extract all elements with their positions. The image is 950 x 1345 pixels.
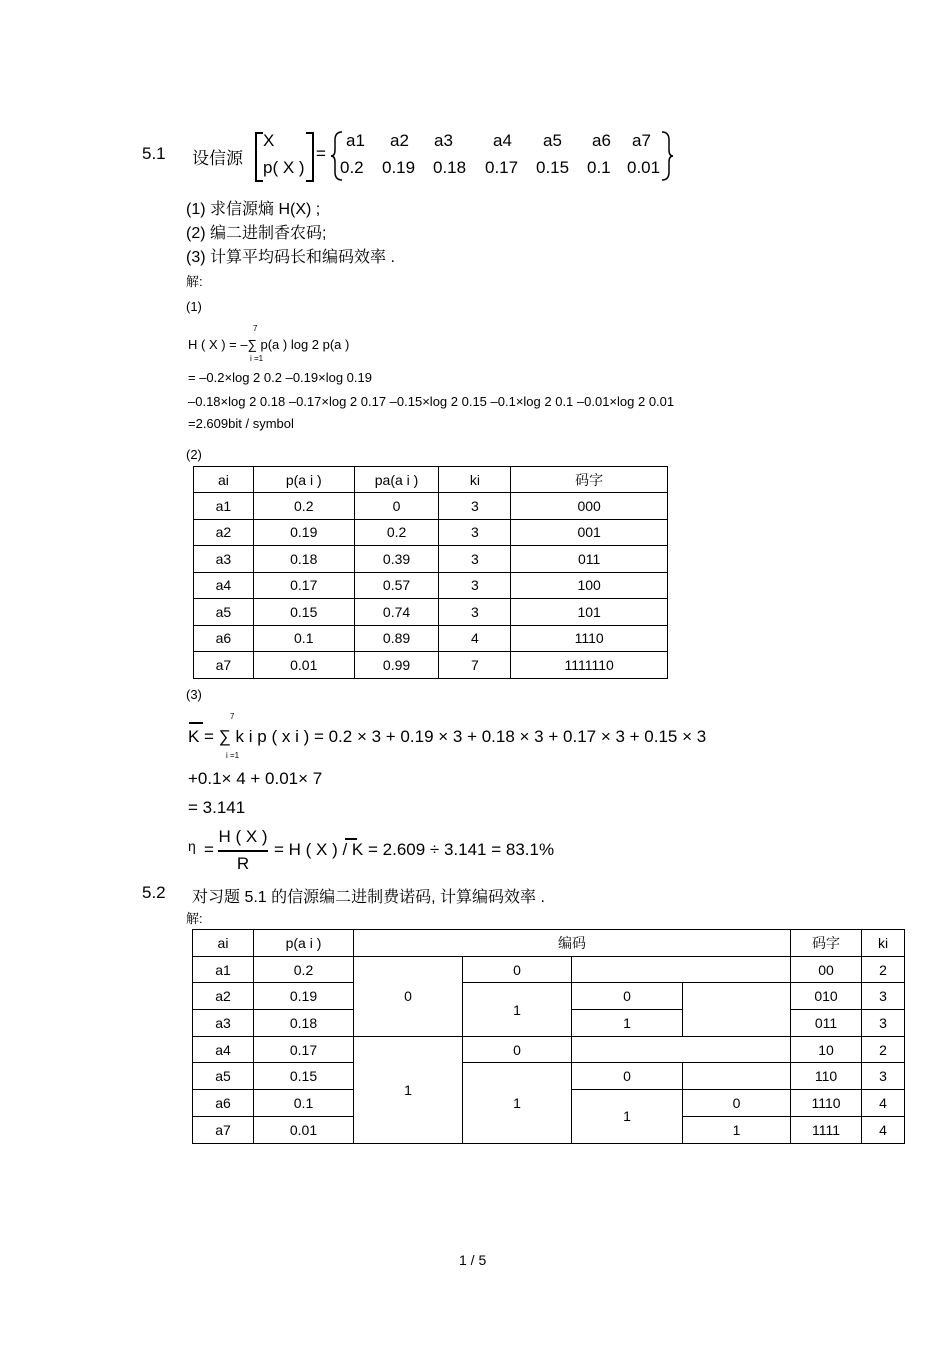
source-symbol: a4 (493, 131, 512, 150)
avg-length-line-2: +0.1× 4 + 0.01× 7 (188, 769, 323, 788)
source-probability: 0.17 (485, 158, 519, 177)
source-probability: 0.18 (433, 158, 467, 177)
source-probability: 0.1 (587, 158, 611, 177)
table-cell: 7 (439, 652, 511, 679)
table-cell: 3 (439, 546, 511, 573)
source-symbol: a3 (434, 131, 453, 150)
source-probability: 0.01 (627, 158, 661, 177)
table-cell: 0 (354, 493, 439, 520)
table-header-cell: ai (194, 467, 254, 493)
table-header-cell: pa(a i ) (354, 467, 439, 493)
table-header-cell: ki (439, 467, 511, 493)
source-symbol: a7 (632, 131, 651, 150)
table-cell: 0.19 (254, 983, 354, 1010)
table-cell: 100 (511, 572, 668, 599)
sum-lower: i =1 (250, 354, 264, 363)
table-header-cell: p(a i ) (253, 467, 354, 493)
problem-lead: 设信源 (192, 149, 243, 168)
table-cell: 3 (439, 572, 511, 599)
table-cell: 011 (511, 546, 668, 573)
source-prob: p( X ) (263, 158, 305, 177)
table-header-cell: ki (862, 930, 905, 957)
table-cell: 0.1 (253, 625, 354, 652)
eta-result: = H ( X ) / K = 2.609 ÷ 3.141 = 83.1% (274, 840, 555, 859)
table-cell: a7 (194, 652, 254, 679)
question-3: (3) 计算平均码长和编码效率 . (186, 249, 395, 266)
question-2: (2) 编二进制香农码; (186, 225, 327, 242)
table-cell: a1 (194, 493, 254, 520)
eta-denominator: R (236, 854, 250, 873)
table-header-cell: 编码 (354, 930, 791, 957)
codeword: 1111 (791, 1116, 862, 1143)
table-cell: 0.17 (254, 1036, 354, 1063)
page-footer: 1 / 5 (459, 1252, 487, 1268)
table-cell: 0.2 (354, 519, 439, 546)
problem-text-2: 对习题 5.1 的信源编二进制费诺码, 计算编码效率 . (192, 889, 545, 906)
table-cell: 001 (511, 519, 668, 546)
source-probability: 0.19 (382, 158, 416, 177)
table-row (194, 519, 668, 546)
table-cell: 0.15 (254, 1063, 354, 1090)
table-header-row (194, 467, 668, 493)
table-row (193, 1063, 905, 1090)
table-cell: 0.18 (254, 1010, 354, 1037)
code-length: 3 (862, 983, 905, 1010)
entropy-line-1: H ( X ) = –∑ p(a ) log 2 p(a ) (188, 337, 350, 352)
table-cell: 0.57 (354, 572, 439, 599)
table-header-cell: 码字 (511, 467, 668, 493)
level-4-code: 1 (683, 1116, 791, 1143)
table-cell: 0.15 (253, 599, 354, 626)
entropy-result: =2.609bit / symbol (188, 416, 294, 431)
table-cell: 000 (511, 493, 668, 520)
eta-numerator: H ( X ) (218, 827, 268, 846)
table-row (194, 493, 668, 520)
equals-sign: = (316, 144, 326, 163)
level-2-code: 1 (463, 983, 572, 1036)
entropy-line-3: –0.18×log 2 0.18 –0.17×log 2 0.17 –0.15×log 2 0.15 –0.1×log 2 0.1 –0.01×log 2 0.01 (188, 394, 675, 409)
problem-number: 5.1 (142, 144, 166, 163)
source-symbol: a1 (346, 131, 365, 150)
left-bracket-open (255, 132, 263, 182)
codeword: 00 (791, 956, 862, 983)
empty-cell (572, 1036, 791, 1063)
empty-cell (683, 983, 791, 1036)
problem-number-2: 5.2 (142, 883, 166, 902)
probability-row (340, 158, 670, 180)
level-2-code: 1 (463, 1063, 572, 1143)
table-cell: a2 (193, 983, 254, 1010)
source-symbol: a6 (592, 131, 611, 150)
eta-equals: = (204, 840, 214, 859)
code-length: 4 (862, 1116, 905, 1143)
code-length: 3 (862, 1010, 905, 1037)
source-symbol: a2 (390, 131, 409, 150)
table-header-cell: ai (193, 930, 254, 957)
level-2-code: 0 (463, 956, 572, 983)
table-cell: 0.2 (254, 956, 354, 983)
table-cell: 0.01 (254, 1116, 354, 1143)
solution-label-2: 解: (186, 911, 203, 926)
codeword: 10 (791, 1036, 862, 1063)
table-cell: 0.19 (253, 519, 354, 546)
kbar-1 (189, 722, 203, 724)
level-4-code: 0 (683, 1090, 791, 1117)
left-bracket-close (306, 132, 314, 182)
table-row (194, 572, 668, 599)
code-length: 3 (862, 1063, 905, 1090)
level-3-code: 1 (572, 1010, 683, 1037)
source-probability: 0.2 (340, 158, 364, 177)
table-cell: 1111110 (511, 652, 668, 679)
fano-code-table (192, 929, 905, 1144)
code-length: 2 (862, 956, 905, 983)
avg-length-line-1: K = ∑ k i p ( x i ) = 0.2 × 3 + 0.19 × 3 + 0.18 × 3 + 0.17 × 3 + 0.15 × 3 (188, 727, 707, 746)
table-cell: 0.99 (354, 652, 439, 679)
code-length: 4 (862, 1090, 905, 1117)
table-cell: 3 (439, 519, 511, 546)
level-2-code: 0 (463, 1036, 572, 1063)
ksum-lower: i =1 (226, 751, 240, 760)
solution-label: 解: (186, 274, 203, 289)
table-cell: a6 (193, 1090, 254, 1117)
part-1-label: (1) (186, 299, 202, 314)
table-cell: 0.18 (253, 546, 354, 573)
table-cell: 0.1 (254, 1090, 354, 1117)
level-1-code: 0 (354, 956, 463, 1036)
codeword: 011 (791, 1010, 862, 1037)
eta-symbol: η (188, 838, 196, 854)
table-cell: a3 (193, 1010, 254, 1037)
table-row (194, 546, 668, 573)
table-cell: a5 (194, 599, 254, 626)
table-header-cell: p(a i ) (254, 930, 354, 957)
table-cell: a1 (193, 956, 254, 983)
shannon-code-table (193, 466, 668, 679)
level-3-code: 0 (572, 1063, 683, 1090)
table-cell: 0.2 (253, 493, 354, 520)
symbol-row (340, 131, 670, 153)
code-length: 2 (862, 1036, 905, 1063)
codeword: 1110 (791, 1090, 862, 1117)
entropy-line-2: = –0.2×log 2 0.2 –0.19×log 0.19 (188, 370, 372, 385)
table-cell: 3 (439, 493, 511, 520)
table-header-cell: 码字 (791, 930, 862, 957)
avg-length-result: = 3.141 (188, 798, 246, 817)
part-3-label: (3) (186, 687, 202, 702)
empty-cell (572, 956, 791, 983)
table-row (193, 983, 905, 1010)
table-cell: 0.17 (253, 572, 354, 599)
sum-upper: 7 (253, 324, 258, 333)
table-row (193, 1036, 905, 1063)
table-cell: 0.89 (354, 625, 439, 652)
ksum-upper: 7 (230, 712, 235, 721)
table-cell: 4 (439, 625, 511, 652)
level-3-code: 0 (572, 983, 683, 1010)
table-cell: a6 (194, 625, 254, 652)
table-row (193, 956, 905, 983)
table-cell: 1110 (511, 625, 668, 652)
part-2-label: (2) (186, 447, 202, 462)
source-symbol: a5 (543, 131, 562, 150)
table-cell: a4 (193, 1036, 254, 1063)
table-row (194, 652, 668, 679)
table-cell: a7 (193, 1116, 254, 1143)
table-cell: 0.01 (253, 652, 354, 679)
table-cell: 0.39 (354, 546, 439, 573)
question-1: (1) 求信源熵 H(X) ; (186, 201, 321, 218)
table-cell: a4 (194, 572, 254, 599)
level-1-code: 1 (354, 1036, 463, 1143)
codeword: 010 (791, 983, 862, 1010)
table-header-row (193, 930, 905, 957)
codeword: 110 (791, 1063, 862, 1090)
table-cell: 3 (439, 599, 511, 626)
table-cell: a3 (194, 546, 254, 573)
table-row (194, 625, 668, 652)
table-cell: 0.74 (354, 599, 439, 626)
fraction-line (218, 850, 268, 852)
source-var: X (263, 131, 275, 150)
table-cell: 101 (511, 599, 668, 626)
table-cell: a2 (194, 519, 254, 546)
empty-cell (683, 1063, 791, 1090)
table-row (194, 599, 668, 626)
source-probability: 0.15 (536, 158, 570, 177)
level-3-code: 1 (572, 1090, 683, 1143)
table-cell: a5 (193, 1063, 254, 1090)
